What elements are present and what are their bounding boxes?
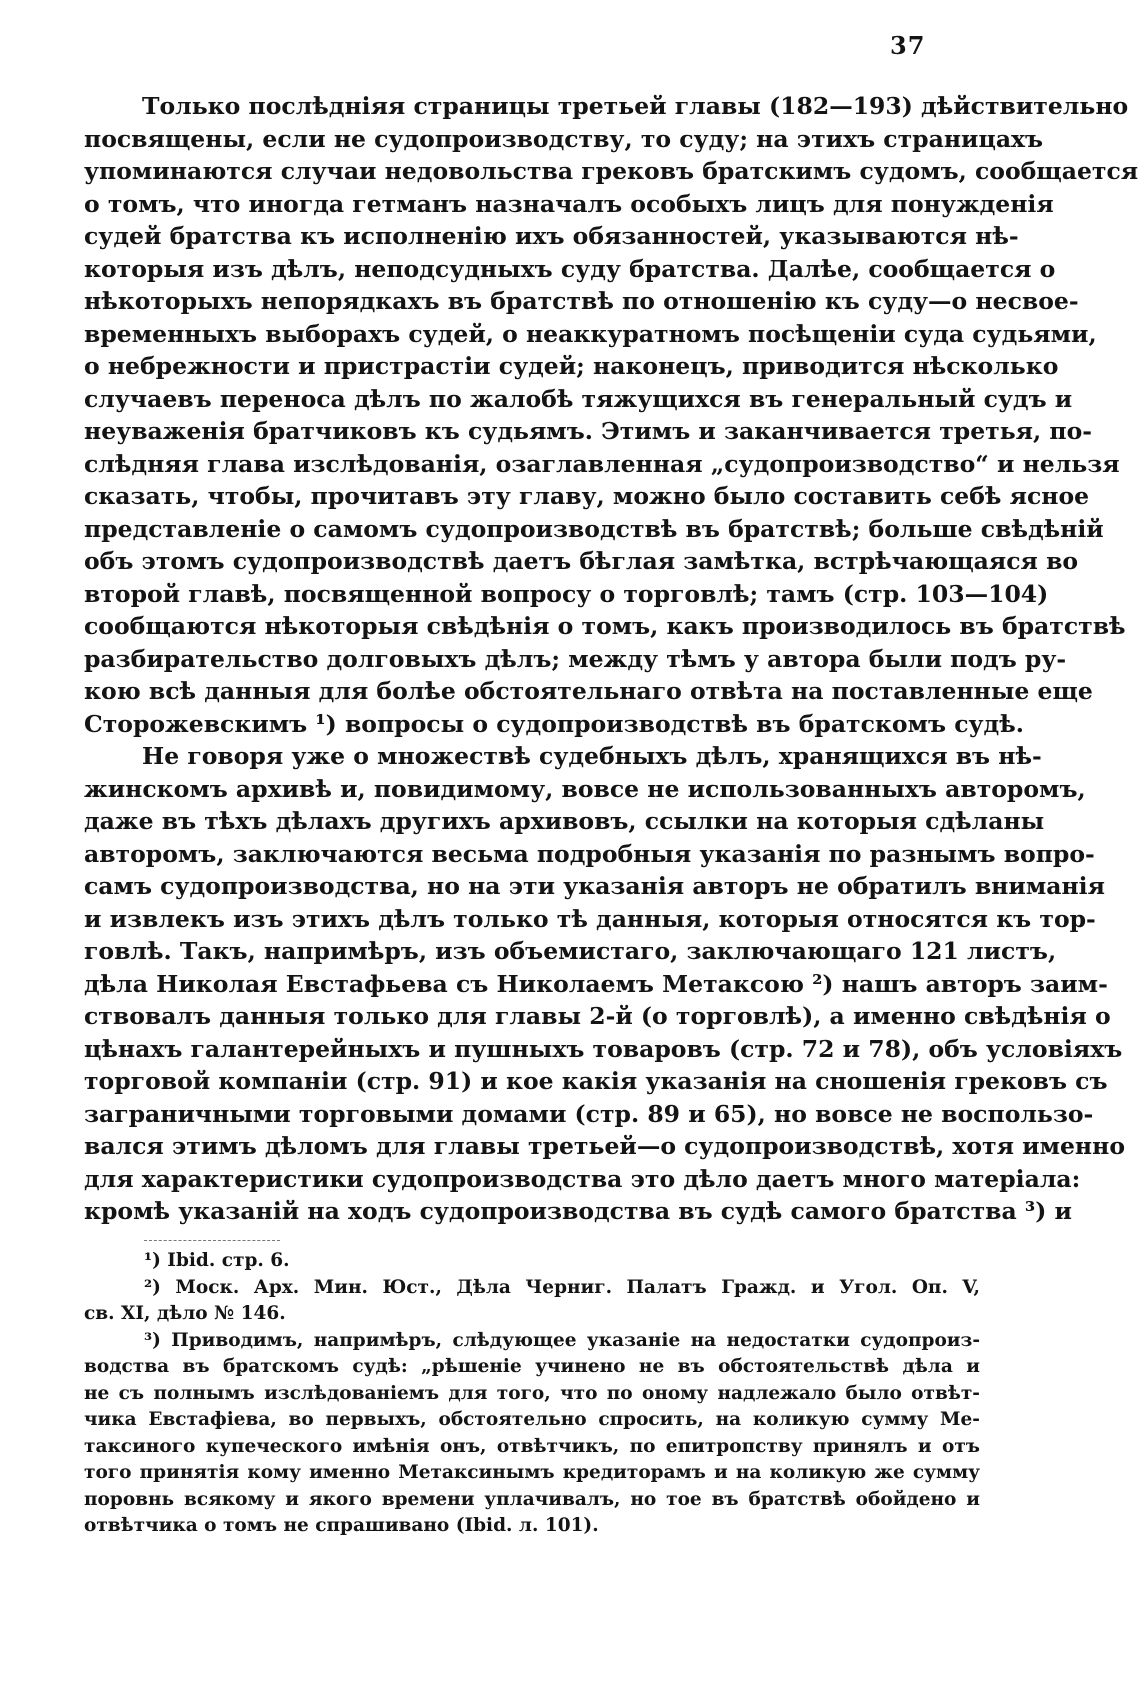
- text-line: посвящены, если не судопроизводству, то суду; на этихъ страницахъ: [84, 124, 1044, 153]
- text-line: кою всѣ данныя для болѣе обстоятельнаго отвѣта на поставленные еще: [84, 677, 1093, 705]
- body-text: [84, 90, 1139, 1228]
- footnote-line: ¹) Ibid. стр. 6.: [144, 1250, 290, 1271]
- footnote-line: отвѣтчика о томъ не спрашивано (Ibid. л. 101).: [84, 1515, 599, 1536]
- text-line: неуваженія братчиковъ къ судьямъ. Этимъ и заканчивается третья, по-: [84, 417, 1093, 445]
- text-line: упоминаются случаи недовольства грековъ братскимъ судомъ, сообщается: [84, 157, 1139, 185]
- footnote-line: водства въ братскомъ судѣ: „рѣшеніе учинено не въ обстоятельствѣ дѣла и: [84, 1356, 980, 1377]
- footnote-line: ²) Моск. Арх. Мин. Юст., Дѣла Черниг. Палатъ Гражд. и Угол. Оп. V,: [144, 1276, 980, 1298]
- text-line: сообщаются нѣкоторыя свѣдѣнія о томъ, какъ производилось въ братствѣ: [84, 612, 1126, 640]
- footnote-line: ³) Приводимъ, напримѣръ, слѣдующее указаніе на недостатки судопроиз-: [144, 1329, 980, 1351]
- footnote-line: св. XI, дѣло № 146.: [84, 1303, 286, 1324]
- text-line: даже въ тѣхъ дѣлахъ другихъ архивовъ, ссылки на которыя сдѣланы: [84, 807, 1045, 835]
- footnotes: [84, 1248, 980, 1540]
- text-line: слѣдняя глава изслѣдованія, озаглавленная „судопроизводство“ и нельзя: [84, 449, 1120, 478]
- text-line: кромѣ указаній на ходъ судопроизводства въ судѣ самого братства ³) и: [84, 1197, 1072, 1225]
- text-line: сказать, чтобы, прочитавъ эту главу, можно было составить себѣ ясное: [84, 482, 1090, 510]
- text-line: которыя изъ дѣлъ, неподсудныхъ суду братства. Далѣе, сообщается о: [84, 254, 1056, 283]
- page-number: 37: [890, 31, 926, 60]
- text-line: о небрежности и пристрастіи судей; наконецъ, приводится нѣсколько: [84, 352, 1059, 380]
- text-line: случаевъ переноса дѣлъ по жалобѣ тяжущихся въ генеральный судъ и: [84, 384, 1073, 413]
- text-line: дѣла Николая Евстафьева съ Николаемъ Метаксою ²) нашъ авторъ заим-: [84, 969, 1108, 998]
- text-line: второй главѣ, посвященной вопросу о торговлѣ; тамъ (стр. 103—104): [84, 579, 1049, 608]
- text-line: Сторожевскимъ ¹) вопросы о судопроизводствѣ въ братскомъ судѣ.: [84, 709, 1024, 738]
- text-line: говлѣ. Такъ, напримѣръ, изъ объемистаго, заключающаго 121 листъ,: [84, 937, 1057, 965]
- footnote-line: поровнь всякому и якого времени уплачивалъ, но тое въ братствѣ обойдено и: [84, 1488, 980, 1510]
- text-line: для характеристики судопроизводства это дѣло даетъ много матеріала:: [84, 1164, 1081, 1193]
- text-line: вался этимъ дѣломъ для главы третьей—о судопроизводствѣ, хотя именно: [84, 1132, 1126, 1160]
- footnote-line: того принятія кому именно Метаксинымъ кредиторамъ и на коликую же сумму: [84, 1462, 980, 1483]
- text-line: ствовалъ данныя только для главы 2-й (о торговлѣ), а именно свѣдѣнія о: [84, 1002, 1111, 1030]
- text-line: авторомъ, заключаются весьма подробныя указанія по разнымъ вопро-: [84, 839, 1095, 868]
- text-line: Только послѣдніяя страницы третьей главы (182—193) дѣйствительно: [142, 92, 1129, 120]
- text-line: судей братства къ исполненію ихъ обязанностей, указываются нѣ-: [84, 222, 1019, 250]
- footnote-separator: [144, 1240, 280, 1241]
- text-line: цѣнахъ галантерейныхъ и пушныхъ товаровъ (стр. 72 и 78), объ условіяхъ: [84, 1034, 1123, 1063]
- text-line: и извлекъ изъ этихъ дѣлъ только тѣ данныя, которыя относятся къ тор-: [84, 904, 1096, 933]
- text-line: Не говоря уже о множествѣ судебныхъ дѣлъ, хранящихся въ нѣ-: [142, 742, 1042, 770]
- text-line: о томъ, что иногда гетманъ назначалъ особыхъ лицъ для понужденія: [84, 189, 1054, 218]
- footnote-line: не съ полнымъ изслѣдованіемъ для того, что по оному надлежало было отвѣт-: [84, 1382, 980, 1404]
- footnote-line: таксиного купеческого имѣнія онъ, отвѣтчикъ, по епитропству принялъ и отъ: [84, 1435, 980, 1457]
- text-line: нѣкоторыхъ непорядкахъ въ братствѣ по отношенію къ суду—о несвое-: [84, 287, 1079, 315]
- text-line: самъ судопроизводства, но на эти указанія авторъ не обратилъ вниманія: [84, 872, 1105, 900]
- footnote-line: чика Евстафіева, во первыхъ, обстоятельно спросить, на коликую сумму Ме-: [84, 1409, 980, 1430]
- text-line: временныхъ выборахъ судей, о неаккуратномъ посѣщеніи суда судьями,: [84, 319, 1097, 348]
- text-line: заграничными торговыми домами (стр. 89 и 65), но вовсе не воспользо-: [84, 1099, 1094, 1128]
- text-line: объ этомъ судопроизводствѣ даетъ бѣглая замѣтка, встрѣчающаяся во: [84, 547, 1079, 575]
- text-line: разбирательство долговыхъ дѣлъ; между тѣмъ у автора были подъ ру-: [84, 644, 1067, 673]
- text-line: представленіе о самомъ судопроизводствѣ въ братствѣ; больше свѣдѣній: [84, 514, 1104, 543]
- text-line: жинскомъ архивѣ и, повидимому, вовсе не использованныхъ авторомъ,: [84, 774, 1086, 803]
- text-line: торговой компаніи (стр. 91) и кое какія указанія на сношенія грековъ съ: [84, 1067, 1108, 1095]
